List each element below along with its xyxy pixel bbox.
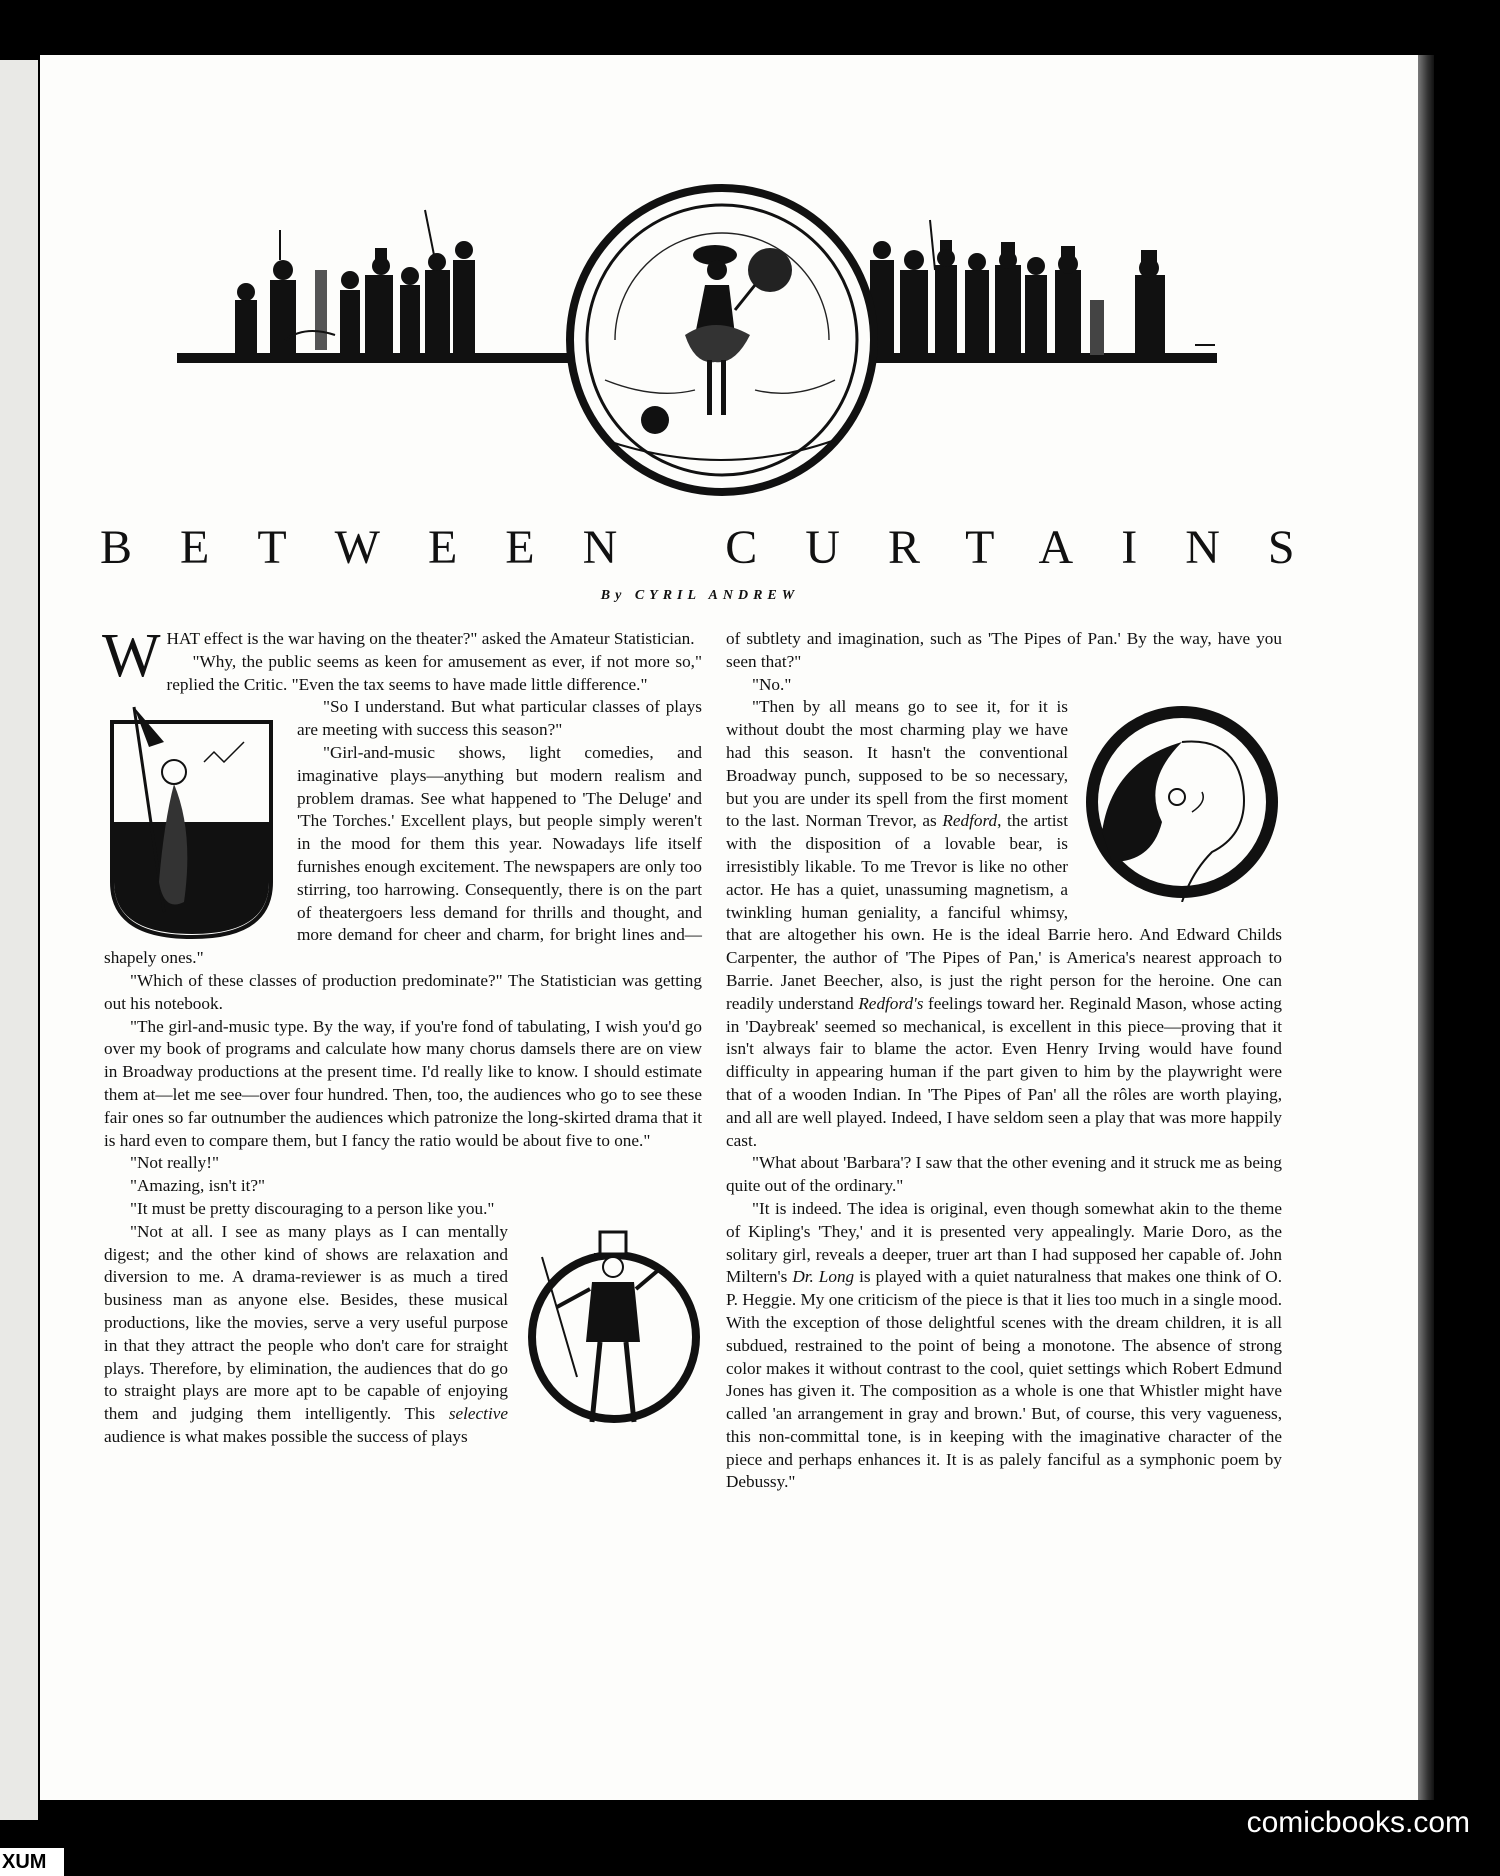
article-column-right (726, 628, 1282, 1494)
drop-cap: W (102, 622, 161, 690)
italic-text: Dr. Long (792, 1267, 855, 1287)
paragraph (726, 1198, 1282, 1494)
paragraph: of subtlety and imagination, such as 'The Pipes of Pan.' By the way, have you seen that?" (726, 629, 1282, 671)
woman-profile-portrait-illustration (1082, 702, 1282, 902)
paragraph-text: is played with a quiet naturalness that makes one think of O. P. Heggie. My one criticism of the piece is that it lies too much in a single mood. With the exception of those delightful scenes with the dream children, it is all subdued, restrained to the point of being a monotone. The absence of strong color makes it without contrast to the cool, quiet settings which Robert Edmund Jones has given it. The composition as a whole is one that Whistler might have called 'an arrangement in gray and brown.' But, of course, this very vagueness, this non-committal tone, is in keeping with the imaginative character of the piece and perhaps enhances it. It is as palely fanciful as a symphonic poem by Debussy." (726, 1267, 1282, 1492)
paragraph-text: "It is indeed. The idea is original, even though somewhat akin to the theme of Kipling's 'They,' and it is presented very appealingly. Marie Doro, as the solitary girl, reveals a deeper, truer art than I had supposed her capable of. John Miltern's (726, 1198, 1282, 1287)
paragraph: "No." (752, 674, 792, 694)
italic-text: selective (448, 1404, 508, 1424)
paragraph-text: HAT effect is the war having on the theater?" asked the Amateur Statistician. (166, 629, 695, 648)
theater-crowd-banner-illustration (135, 150, 1260, 520)
italic-text: Redford (942, 811, 998, 831)
paragraph: "It must be pretty discouraging to a person like you." (130, 1198, 495, 1218)
paragraph: "The girl-and-music type. By the way, if you're fond of tabulating, I wish you'd go over my book of programs and calculate how many chorus damsels there are on view in Broadway productions at the present time. I'd really like to know. I should estimate them at—let me see—over four hundred. Then, too, the audiences who go to see these fair ones so far outnumber the audiences which patronize the long-skirted drama that it is hard even to compare them, but I fancy the ratio would be about five to one." (104, 1016, 702, 1150)
paragraph: "Which of these classes of production predominate?" The Statistician was getting out his notebook. (104, 970, 702, 1013)
paragraph-text: , the artist with the disposition of a lovable bear, is irresistibly likable. To me Trevor is like no other actor. He has a quiet, unassuming magnetism, a twinkling human geniality, a fanciful whimsy, that are altogether his own. He is the ideal Barrie hero. And Edward Childs Carpenter, the author of 'The Pipes of Pan,' is America's nearest approach to Barrie. Janet Beecher, also, is just the right person for the heroine. One can readily understand (726, 811, 1282, 1013)
italic-text: Redford's (858, 993, 924, 1013)
article-title: BETWEEN CURTAINS (100, 521, 1343, 574)
page-edge (1418, 55, 1434, 1800)
paragraph-text: audience is what makes possible the success of plays (104, 1426, 468, 1446)
paragraph-text: "Then by all means go to see it, for it is without doubt the most charming play we have had this season. It hasn't the conventional Broadway punch, supposed to be so necessary, but you are under its spell from the first moment to the last. Norman Trevor, as (726, 697, 1068, 831)
paragraph: "What about 'Barbara'? I saw that the other evening and it struck me as being quite out of the ordinary." (726, 1153, 1282, 1196)
paragraph: "Why, the public seems as keen for amusement as ever, if not more so," replied the Critic. "Even the tax seems to have made little difference." (166, 651, 702, 694)
paragraph: "Amazing, isn't it?" (130, 1176, 266, 1196)
article-byline: By CYRIL ANDREW (600, 588, 800, 603)
woman-with-flag-illustration (104, 702, 279, 942)
paragraph: "Not really!" (130, 1153, 219, 1173)
site-watermark: comicbooks.com (1246, 1806, 1470, 1839)
paragraph: "Girl-and-music shows, light comedies, and imaginative plays—anything but modern realism and problem dramas. See what happened to 'The Deluge' and 'The Torches.' Excellent plays, but people simply weren't in the mood for them this year. Nowadays life itself furnishes enough excitement. The newspapers are only too stirring, too harrowing. Consequently, there is on the part of theatergoers less demand for thrills and thought, and more demand for cheer and charm, for bright lines and—shapely ones." (104, 742, 702, 968)
book-gutter (0, 60, 38, 1820)
paragraph (726, 696, 1282, 1152)
paragraph-text: feelings toward her. Reginald Mason, whose acting in 'Daybreak' seemed so mechanical, is excellent in this piece—proving that it isn't always fair to blame the actor. Even Henry Irving would have found difficulty in appearing human if the part given to him by the playwright were that of a wooden Indian. In 'The Pipes of Pan' all the rôles are worth playing, and all are well played. Indeed, I have seldom seen a play that was more happily cast. (726, 993, 1282, 1150)
paragraph: "So I understand. But what particular classes of plays are meeting with success this season?" (297, 697, 702, 740)
dandy-with-top-hat-illustration (522, 1227, 702, 1437)
corner-tag: XUM (0, 1848, 64, 1876)
article-column-left (102, 622, 702, 1449)
paragraph-text: "Not at all. I see as many plays as I can mentally digest; and the other kind of shows are relaxation and diversion to me. A drama-reviewer is as much a tired business man as anyone else. Besides, these musical productions, like the movies, serve a very useful purpose in that they attract the people who don't care for straight plays. Therefore, by elimination, the audiences that do go to straight plays are more apt to be capable of enjoying them and judging them intelligently. This (104, 1221, 508, 1424)
